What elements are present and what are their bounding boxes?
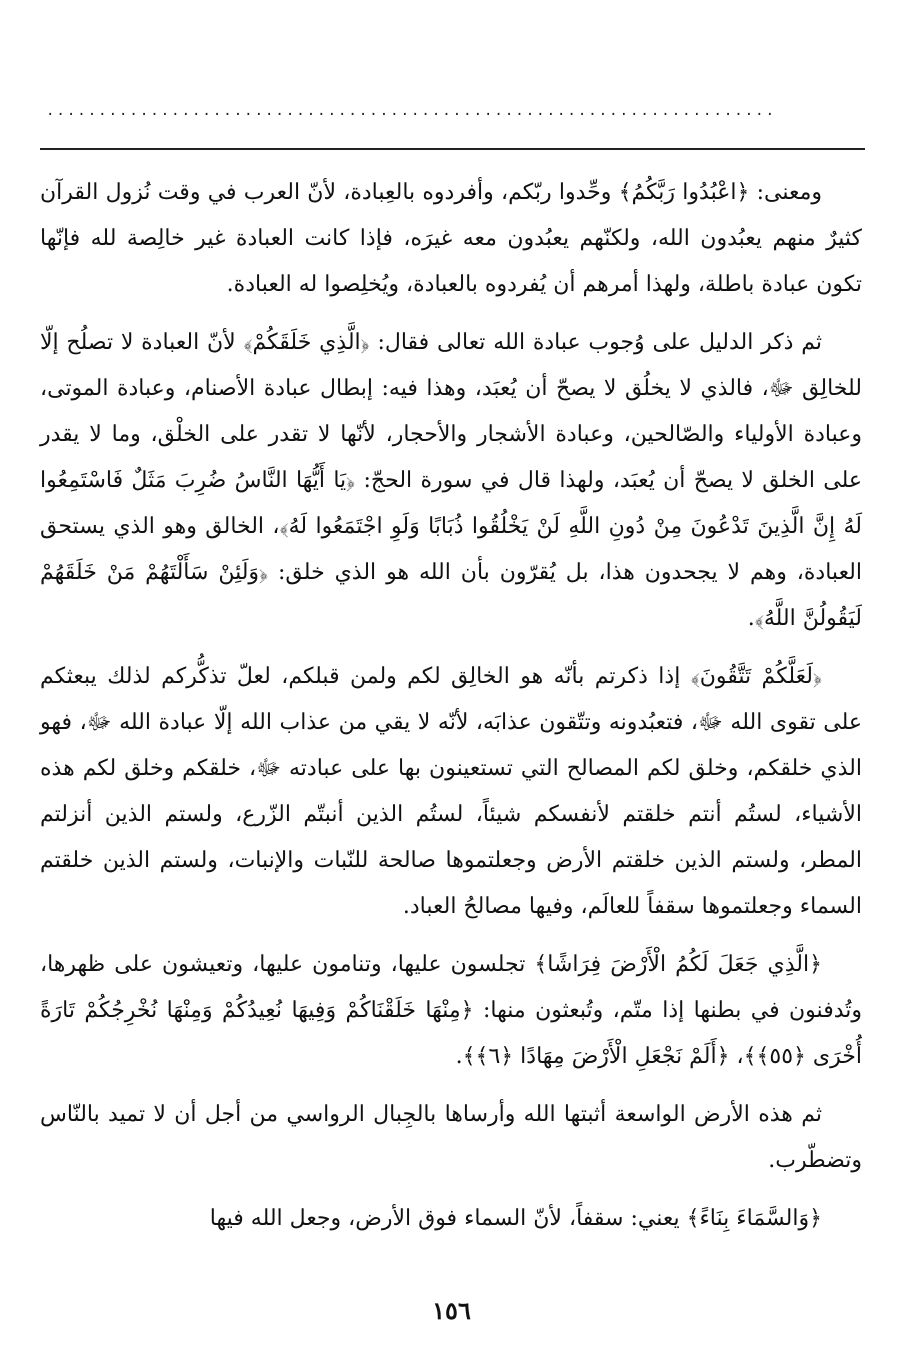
paragraph-3: ﴿لَعَلَّكُمْ تَتَّقُونَ﴾ إذا ذكرتم بأنّه هو الخالِق لكم ولمن قبلكم، لعلّ تذكُّركم لذلك يبعثكم على تقوى الله ﷻ، فتعبُدونه وتتّقون عذابَه، لأنّه لا يقي من عذاب الله إلّا عبادة الله ﷻ، فهو الذي خلقكم، وخلق لكم المصالح التي تستعينون بها على عبادته ﷻ، خلقكم وخلق لكم هذه الأشياء، لستُم أنتم خلقتم لأنفسكم شيئاً، لستُم الذين أنبتّم الزّرع، ولستم الذين أنزلتم المطر، ولستم الذين خلقتم الأرض وجعلتموها صالحة للنّبات والإنبات، ولستم الذين خلقتم السماء وجعلتموها سقفاً للعالَم، وفيها مصالحُ العباد. [40,664,862,919]
paragraph-2: ثم ذكر الدليل على وُجوب عبادة الله تعالى فقال: ﴿الَّذِي خَلَقَكُمْ﴾ لأنّ العبادة لا تصلُح إلّا للخالِق ﷻ، فالذي لا يخلُق لا يصحّ أن يُعبَد، وهذا فيه: إبطال عبادة الأصنام، وعبادة الموتى، وعبادة الأولياء والصّالحين، وعبادة الأشجار والأحجار، لأنّها لا تقدر على الخلْق، وما لا يقدر على الخلق لا يصحّ أن يُعبَد، ولهذا قال في سورة الحجّ: ﴿يَا أَيُّهَا النَّاسُ ضُرِبَ مَثَلٌ فَاسْتَمِعُوا لَهُ إِنَّ الَّذِينَ تَدْعُونَ مِنْ دُونِ اللَّهِ لَنْ يَخْلُقُوا ذُبَابًا وَلَوِ اجْتَمَعُوا لَهُ﴾، الخالق وهو الذي يستحق العبادة، وهم لا يجحدون هذا، بل يُقرّون بأن الله هو الذي خلق: ﴿وَلَئِنْ سَأَلْتَهُمْ مَنْ خَلَقَهُمْ لَيَقُولُنَّ اللَّهُ﴾. [40,330,862,631]
body-text [40,170,862,1242]
dotted-separator: ...................................................................... [46,104,777,118]
page-number: ١٥٦ [432,1296,471,1325]
horizontal-rule [40,148,865,150]
paragraph-5: ثم هذه الأرض الواسعة أثبتها الله وأرساها بالجِبال الرواسي من أجل أن لا تميد بالنّاس وتضطّرب. [40,1102,862,1173]
paragraph-1: ومعنى: ﴿اعْبُدُوا رَبَّكُمُ﴾ وحِّدوا ربّكم، وأفردوه بالعِبادة، لأنّ العرب في وقت نُزول القرآن كثيرٌ منهم يعبُدون الله، ولكنّهم يعبُدون معه غيرَه، فإذا كانت العبادة غير خالِصة لله فإنّها تكون عبادة باطلة، ولهذا أمرهم أن يُفردوه بالعبادة، ويُخلِصوا له العبادة. [40,180,862,297]
paragraph-4: ﴿الَّذِي جَعَلَ لَكُمُ الْأَرْضَ فِرَاشًا﴾ تجلسون عليها، وتنامون عليها، وتعيشون على ظهرها، وتُدفنون في بطنها إذا متّم، وتُبعثون منها: ﴿مِنْهَا خَلَقْنَاكُمْ وَفِيهَا نُعِيدُكُمْ وَمِنْهَا نُخْرِجُكُمْ تَارَةً أُخْرَى ﴿٥٥﴾﴾، ﴿أَلَمْ نَجْعَلِ الْأَرْضَ مِهَادًا ﴿٦﴾﴾. [40,952,862,1069]
paragraph-6: ﴿وَالسَّمَاءَ بِنَاءً﴾ يعني: سقفاً، لأنّ السماء فوق الأرض، وجعل الله فيها [209,1206,822,1231]
